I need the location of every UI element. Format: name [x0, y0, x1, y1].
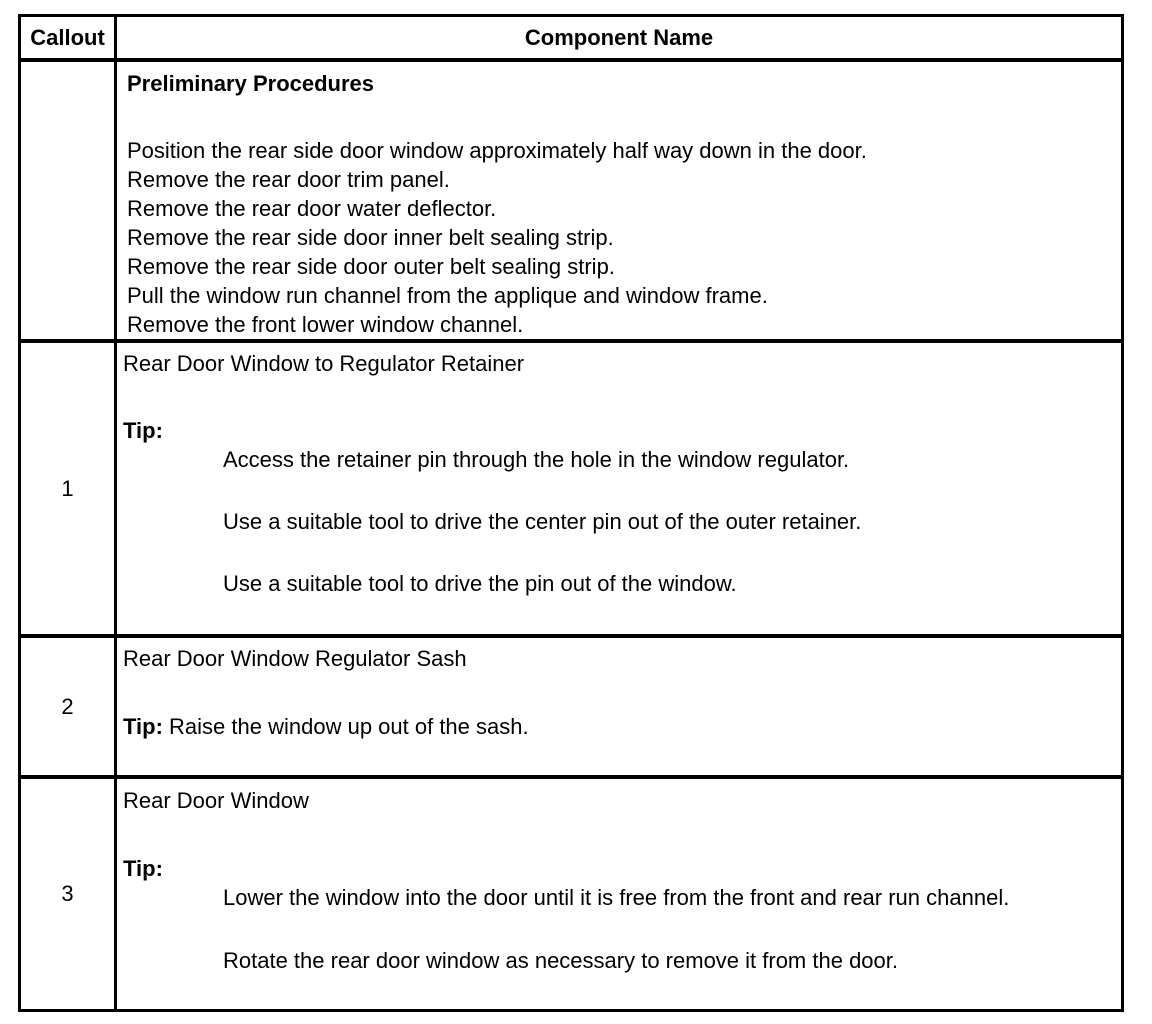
- tip-label: Tip:: [123, 714, 163, 739]
- table-row: [21, 343, 1121, 634]
- component-name: Rear Door Window Regulator Sash: [123, 646, 467, 671]
- tip-line: [123, 712, 529, 741]
- component-name-header-cell: [117, 17, 1121, 58]
- preliminary-callout-cell: [21, 62, 117, 339]
- procedure-table: [18, 14, 1124, 1012]
- callout-header: Callout: [30, 24, 105, 50]
- tip-label: Tip:: [123, 856, 163, 881]
- tip-text: Rotate the rear door window as necessary to remove it from the door.: [223, 948, 898, 973]
- tip-text: Use a suitable tool to drive the pin out of the window.: [223, 571, 737, 596]
- preliminary-step: Pull the window run channel from the applique and window frame.: [127, 283, 768, 308]
- component-name: Rear Door Window: [123, 788, 309, 813]
- callout-header-cell: [21, 17, 117, 58]
- tip-text: Lower the window into the door until it is free from the front and rear run channel.: [223, 885, 1010, 910]
- tip-text: Access the retainer pin through the hole in the window regulator.: [223, 447, 850, 472]
- callout-number: 3: [21, 779, 117, 1009]
- preliminary-step: Remove the rear door water deflector.: [127, 196, 497, 221]
- preliminary-step: Remove the rear side door outer belt sealing strip.: [127, 254, 615, 279]
- preliminary-step: Remove the front lower window channel.: [127, 312, 524, 337]
- preliminary-step: Remove the rear door trim panel.: [127, 167, 450, 192]
- preliminary-step: Remove the rear side door inner belt sealing strip.: [127, 225, 614, 250]
- tip-label: Tip:: [123, 418, 163, 443]
- table-row: [21, 779, 1121, 1009]
- callout-number: 1: [21, 343, 117, 634]
- tip-text: Use a suitable tool to drive the center pin out of the outer retainer.: [223, 509, 862, 534]
- preliminary-step: Position the rear side door window approximately half way down in the door.: [127, 138, 867, 163]
- table-row: [21, 638, 1121, 775]
- callout-number: 2: [21, 638, 117, 775]
- component-name: Rear Door Window to Regulator Retainer: [123, 351, 525, 376]
- component-name-header: Component Name: [524, 24, 714, 50]
- component-cell: [117, 638, 1121, 775]
- component-cell: [117, 343, 1121, 634]
- preliminary-row: [21, 62, 1121, 339]
- preliminary-cell: [117, 62, 1121, 339]
- preliminary-title: Preliminary Procedures: [127, 71, 375, 96]
- component-cell: [117, 779, 1121, 1009]
- tip-text: Raise the window up out of the sash.: [169, 714, 529, 739]
- header-row: [21, 17, 1121, 58]
